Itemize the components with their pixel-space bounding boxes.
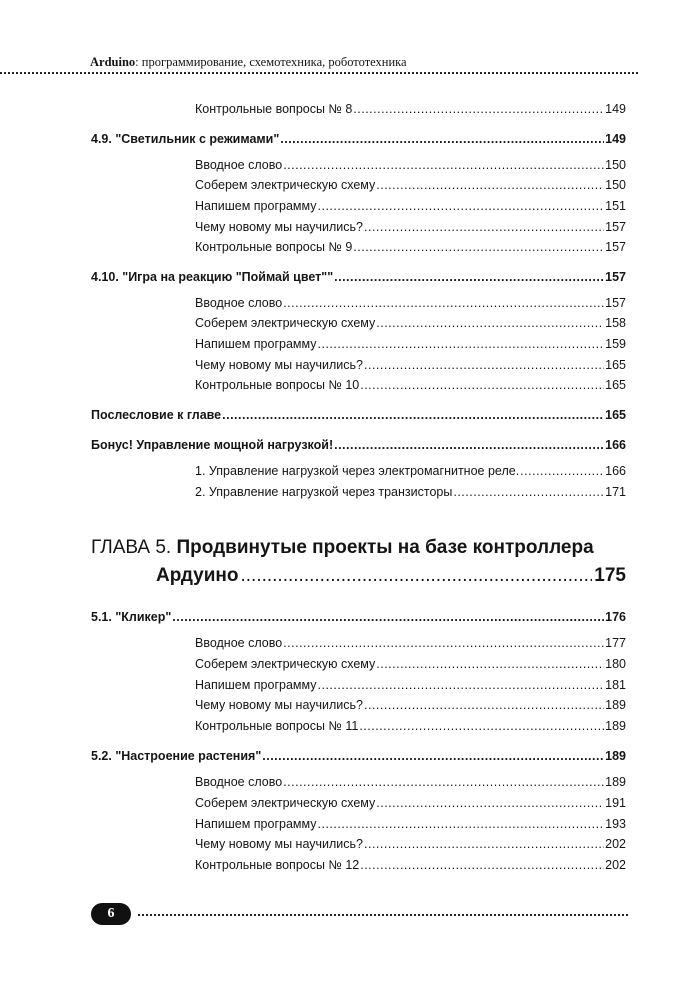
- toc-entry: [195, 656, 626, 672]
- toc-entry-page: 159: [605, 337, 626, 351]
- leader-dots: [364, 357, 604, 373]
- toc-entry-page: 191: [605, 796, 626, 810]
- leader-dots: [280, 131, 604, 147]
- toc-entry: [195, 239, 626, 255]
- toc-entry-title: 2. Управление нагрузкой через транзисторы: [195, 485, 453, 499]
- leader-dots: [334, 269, 604, 285]
- leader-dots: [520, 463, 604, 479]
- toc-section-entry: [91, 407, 626, 423]
- toc-entry-page: 149: [605, 132, 626, 146]
- toc-entry-title: 4.9. "Светильник с режимами": [91, 132, 280, 146]
- toc-entry-page: 189: [605, 719, 626, 733]
- toc-entry: [195, 857, 626, 873]
- toc-entry: [195, 315, 626, 331]
- toc-entry: [195, 697, 626, 713]
- footer-divider: [138, 914, 628, 916]
- leader-dots: [359, 718, 604, 734]
- leader-dots: [364, 219, 604, 235]
- toc-section-entry: [91, 269, 626, 285]
- toc-entry-title: Чему новому мы научились?: [195, 358, 364, 372]
- toc-entry: [195, 336, 626, 352]
- toc-entry-title: Вводное слово: [195, 296, 283, 310]
- toc-entry-title: 5.2. "Настроение растения": [91, 749, 262, 763]
- leader-dots: [318, 198, 605, 214]
- toc-entry-page: 166: [605, 438, 626, 452]
- toc-entry-title: Напишем программу: [195, 337, 317, 351]
- toc-entry: [195, 295, 626, 311]
- leader-dots: [172, 609, 604, 625]
- toc-entry-page: 151: [605, 199, 626, 213]
- toc-section-entry: [91, 748, 626, 764]
- toc-entry-page: 165: [605, 408, 626, 422]
- chapter-title-line1: Продвинутые проекты на базе контроллера: [176, 537, 594, 558]
- toc-entry: [195, 463, 626, 479]
- toc-entry-title: Контрольные вопросы № 8: [195, 102, 353, 116]
- toc-entry: [195, 635, 626, 651]
- leader-dots: [376, 315, 604, 331]
- toc-entry-page: 177: [605, 636, 626, 650]
- toc-entry: [195, 836, 626, 852]
- toc-entry-title: Соберем электрическую схему: [195, 657, 376, 671]
- chapter-leader-dots: [240, 564, 592, 588]
- toc-entry: [195, 157, 626, 173]
- toc-entry: [195, 377, 626, 393]
- toc-entry-title: Контрольные вопросы № 10: [195, 378, 360, 392]
- leader-dots: [318, 336, 605, 352]
- leader-dots: [318, 816, 605, 832]
- chapter-heading-line1: [91, 537, 594, 559]
- toc-entry-title: Вводное слово: [195, 775, 283, 789]
- leader-dots: [283, 295, 604, 311]
- toc-entry-title: Чему новому мы научились?: [195, 837, 364, 851]
- leader-dots: [283, 157, 604, 173]
- toc-entry-title: 4.10. "Игра на реакцию "Поймай цвет"": [91, 270, 334, 284]
- leader-dots: [334, 437, 604, 453]
- leader-dots: [376, 656, 604, 672]
- toc-entry: [195, 484, 626, 500]
- toc-entry: [195, 795, 626, 811]
- toc-section-entry: [91, 131, 626, 147]
- toc-entry-page: 157: [605, 220, 626, 234]
- toc-entry-page: 165: [605, 378, 626, 392]
- toc-entry: [195, 198, 626, 214]
- toc-entry: [195, 677, 626, 693]
- toc-entry-page: 165: [605, 358, 626, 372]
- chapter-title-line2: Ардуино: [156, 565, 239, 586]
- page-number: 6: [107, 906, 115, 921]
- toc-entry-page: 150: [605, 158, 626, 172]
- chapter-heading-line2: [156, 564, 626, 588]
- toc-entry-page: 181: [605, 678, 626, 692]
- toc-entry-page: 158: [605, 316, 626, 330]
- toc-entry-title: 1. Управление нагрузкой через электромагнитное реле.: [195, 464, 520, 478]
- toc-entry-title: Бонус! Управление мощной нагрузкой!: [91, 438, 334, 452]
- toc-entry-title: Чему новому мы научились?: [195, 220, 364, 234]
- toc-entry-page: 149: [605, 102, 626, 116]
- toc-entry-page: 180: [605, 657, 626, 671]
- toc-entry-page: 157: [605, 296, 626, 310]
- leader-dots: [453, 484, 604, 500]
- leader-dots: [364, 836, 604, 852]
- leader-dots: [376, 795, 604, 811]
- toc-entry-title: Контрольные вопросы № 9: [195, 240, 353, 254]
- toc-entry: [195, 357, 626, 373]
- toc-section-entry: [91, 437, 626, 453]
- toc-entry: [195, 219, 626, 235]
- leader-dots: [283, 635, 604, 651]
- toc-entry-page: 189: [605, 749, 626, 763]
- header-title-bold: Arduino: [90, 55, 136, 69]
- running-header: [90, 55, 407, 70]
- leader-dots: [360, 377, 604, 393]
- toc-entry-title: Контрольные вопросы № 11: [195, 719, 359, 733]
- toc-entry-title: Контрольные вопросы № 12: [195, 858, 360, 872]
- page-number-badge: [91, 903, 131, 925]
- toc-section-entry: [91, 609, 626, 625]
- toc-entry-page: 189: [605, 775, 626, 789]
- toc-entry-page: 166: [605, 464, 626, 478]
- toc-entry-title: Вводное слово: [195, 158, 283, 172]
- leader-dots: [360, 857, 604, 873]
- leader-dots: [318, 677, 605, 693]
- leader-dots: [353, 239, 604, 255]
- toc-entry-title: Соберем электрическую схему: [195, 316, 376, 330]
- toc-entry-title: Напишем программу: [195, 199, 317, 213]
- toc-entry-title: Вводное слово: [195, 636, 283, 650]
- toc-entry-page: 157: [605, 270, 626, 284]
- toc-entry-page: 150: [605, 178, 626, 192]
- toc-entry-title: Соберем электрическую схему: [195, 178, 376, 192]
- header-title-rest: : программирование, схемотехника, робототехника: [135, 55, 407, 69]
- toc-entry-title: Напишем программу: [195, 678, 317, 692]
- leader-dots: [353, 101, 604, 117]
- toc-entry-title: 5.1. "Кликер": [91, 610, 172, 624]
- toc-entry-page: 157: [605, 240, 626, 254]
- leader-dots: [283, 774, 604, 790]
- toc-entry: [195, 718, 626, 734]
- toc-entry-page: 189: [605, 698, 626, 712]
- toc-entry: [195, 816, 626, 832]
- leader-dots: [364, 697, 604, 713]
- toc-entry: [195, 774, 626, 790]
- toc-entry: [195, 177, 626, 193]
- chapter-label: ГЛАВА 5.: [91, 537, 172, 558]
- toc-entry-page: 193: [605, 817, 626, 831]
- toc-entry-page: 202: [605, 858, 626, 872]
- chapter-page: 175: [594, 565, 626, 586]
- toc-entry: [195, 101, 626, 117]
- toc-entry-title: Напишем программу: [195, 817, 317, 831]
- toc-entry-page: 176: [605, 610, 626, 624]
- toc-entry-title: Соберем электрическую схему: [195, 796, 376, 810]
- leader-dots: [376, 177, 604, 193]
- header-divider: [0, 72, 638, 74]
- toc-entry-title: Чему новому мы научились?: [195, 698, 364, 712]
- leader-dots: [262, 748, 604, 764]
- leader-dots: [222, 407, 604, 423]
- toc-entry-page: 171: [605, 485, 626, 499]
- toc-entry-page: 202: [605, 837, 626, 851]
- toc-entry-title: Послесловие к главе: [91, 408, 222, 422]
